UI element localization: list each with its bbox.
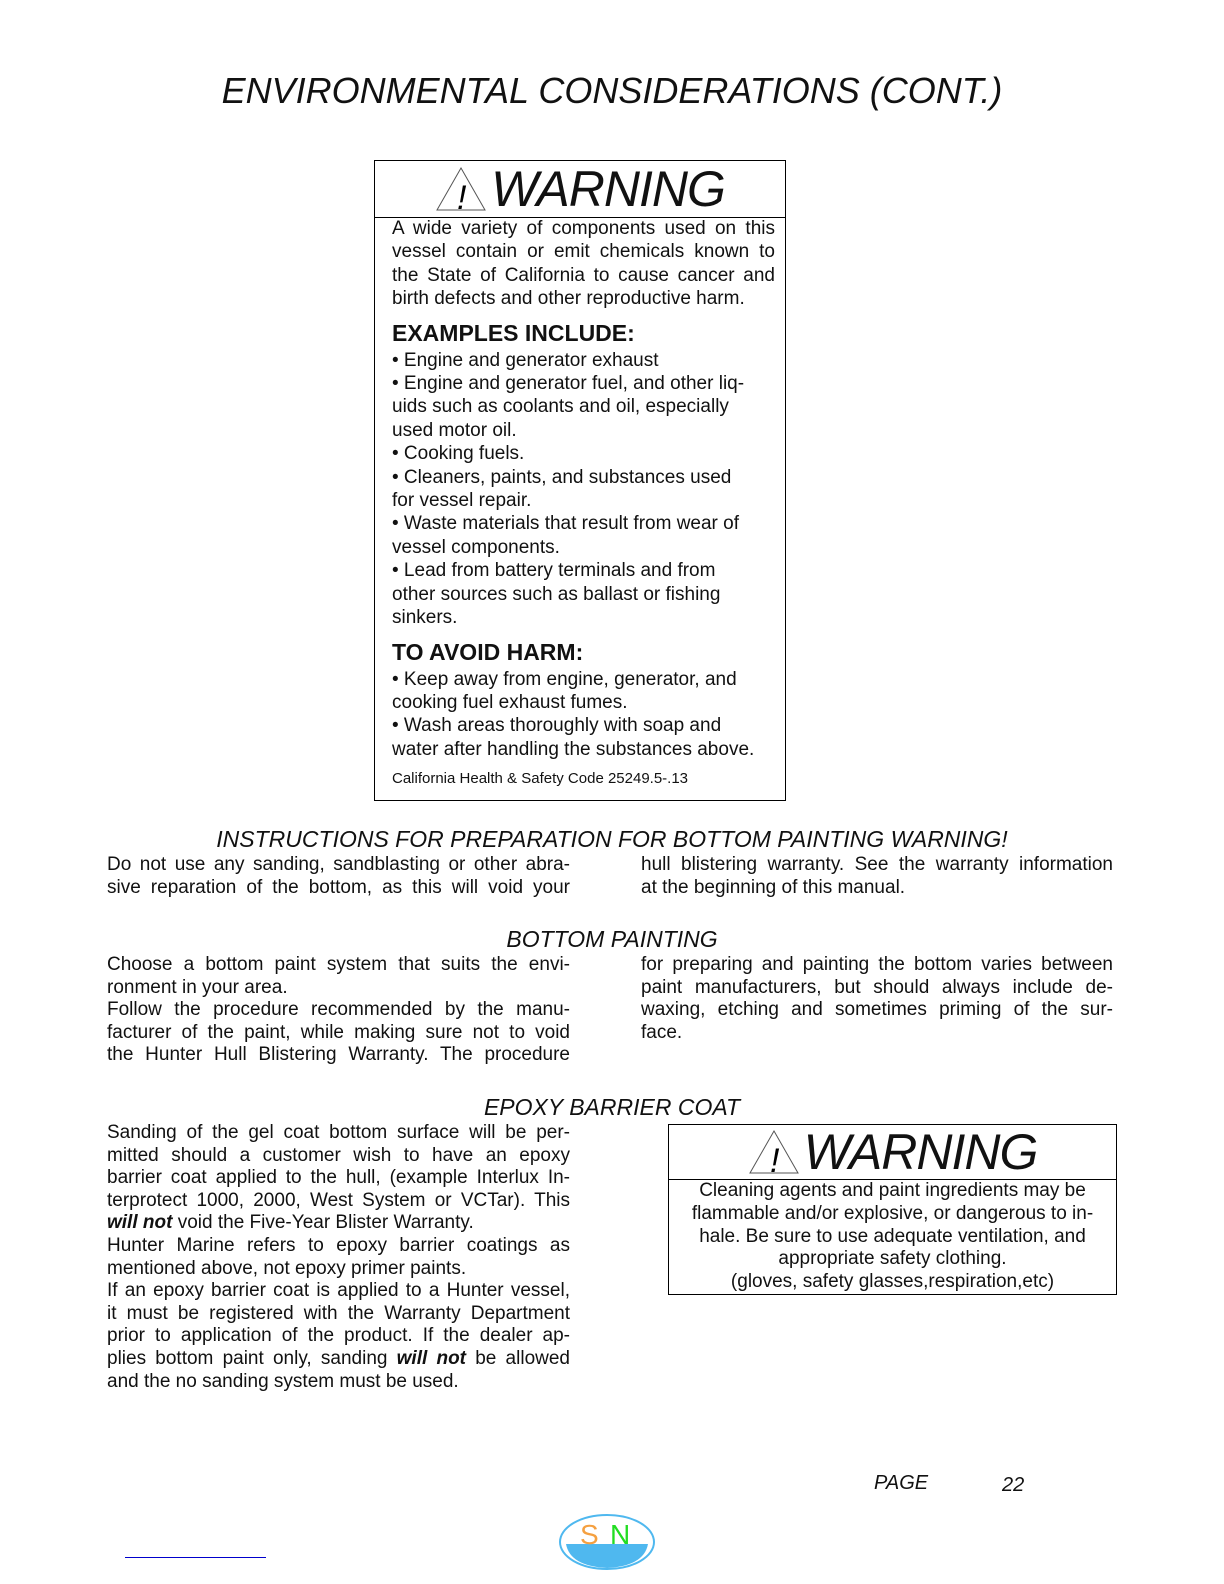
text-line: • Engine and generator exhaust [392, 349, 659, 371]
text-line: sive reparation of the bottom, as this will void your [107, 876, 570, 898]
text-line: Sanding of the gel coat bottom surface will be per- [107, 1122, 570, 1143]
cleaning-warning-box [668, 1124, 1117, 1295]
page-title: ENVIRONMENTAL CONSIDERATIONS (CONT.) [221, 70, 1003, 111]
text-line: A wide variety of components used on this [392, 218, 775, 239]
text-line: birth defects and other reproductive harm. [392, 288, 745, 310]
warning-header [669, 1125, 1116, 1180]
text-line: • Cooking fuels. [392, 443, 525, 465]
svg-text:S: S [580, 1519, 599, 1550]
page-number: 22 [1002, 1474, 1025, 1496]
text-line: • Engine and generator fuel, and other liq- [392, 373, 745, 395]
bottom-painting-heading: BOTTOM PAINTING [506, 926, 718, 952]
text-line: plies bottom paint only, sanding will not be allowed [107, 1347, 570, 1369]
text-line: Do not use any sanding, sandblasting or other abra- [107, 854, 570, 875]
text-line: appropriate safety clothing. [778, 1248, 1007, 1270]
warning-header [375, 161, 785, 218]
svg-text:!: ! [769, 1142, 780, 1175]
text-line: at the beginning of this manual. [641, 876, 906, 898]
text-line: • Waste materials that result from wear of [392, 513, 740, 535]
examples-list [392, 349, 775, 630]
text-line: for vessel repair. [392, 490, 532, 512]
text-line: and the no sanding system must be used. [107, 1370, 459, 1392]
text-line: ronment in your area. [107, 976, 288, 998]
text-line: (gloves, safety glasses,respiration,etc) [730, 1271, 1055, 1293]
emphasis-text: will not [107, 1212, 173, 1234]
text-line: mentioned above, not epoxy primer paints. [107, 1257, 467, 1279]
avoid-list [392, 668, 775, 762]
text-line: sinkers. [392, 607, 458, 629]
warning-label: WARNING [491, 161, 725, 217]
epoxy-heading: EPOXY BARRIER COAT [483, 1094, 741, 1120]
bottom-painting-right-column [641, 954, 1113, 1044]
text-line: terprotect 1000, 2000, West System or VCTar). This [107, 1189, 570, 1211]
text-line: face. [641, 1021, 683, 1043]
text-line: the State of California to cause cancer and [392, 264, 775, 286]
text-line: will not void the Five-Year Blister Warranty. [107, 1212, 474, 1234]
instructions-heading: INSTRUCTIONS FOR PREPARATION FOR BOTTOM PAINTING WARNING! [216, 826, 1008, 852]
emphasis-text: will not [396, 1347, 467, 1369]
warning-intro [392, 217, 775, 311]
text-line: • Cleaners, paints, and substances used [392, 466, 732, 488]
text-line: for preparing and painting the bottom varies between [641, 954, 1113, 975]
warning-body [392, 217, 775, 791]
text-line: Hunter Marine refers to epoxy barrier coatings as [107, 1234, 570, 1256]
text-line: hale. Be sure to use adequate ventilation, and [699, 1225, 1086, 1247]
text-line: mitted should a customer wish to have an epoxy [107, 1144, 570, 1166]
text-line: facturer of the paint, while making sure not to void [107, 1021, 570, 1043]
bottom-painting-left-column [107, 954, 570, 1067]
page-label: PAGE [874, 1472, 929, 1494]
text-line: If an epoxy barrier coat is applied to a Hunter vessel, [107, 1280, 570, 1302]
svg-text:!: ! [457, 179, 467, 212]
text-line: • Wash areas thoroughly with soap and [392, 715, 722, 737]
text-line: • Lead from battery terminals and from [392, 560, 716, 582]
text-line: paint manufacturers, but should always include de- [641, 976, 1113, 998]
text-line: Follow the procedure recommended by the manu- [107, 999, 570, 1021]
warning-body [673, 1180, 1112, 1294]
instructions-left-column [107, 854, 570, 899]
text-line: other sources such as ballast or fishing [392, 583, 721, 605]
sn-logo [558, 1512, 656, 1570]
text-line: vessel components. [392, 536, 560, 558]
text-line: Choose a bottom paint system that suits the envi- [107, 954, 570, 975]
footer-link-line[interactable] [125, 1557, 266, 1558]
epoxy-left-column [107, 1122, 570, 1393]
examples-heading: EXAMPLES INCLUDE: [392, 319, 635, 346]
text-line: prior to application of the product. If the dealer ap- [107, 1325, 570, 1347]
text-line: barrier coat applied to the hull, (example Interlux In- [107, 1167, 570, 1189]
text-line: waxing, etching and sometimes priming of the sur- [641, 999, 1113, 1021]
text-line: it must be registered with the Warranty Department [107, 1302, 570, 1324]
text-line: Cleaning agents and paint ingredients may be [699, 1180, 1086, 1201]
text-line: cooking fuel exhaust fumes. [392, 691, 628, 713]
code-reference: California Health & Safety Code 25249.5-.13 [392, 770, 689, 788]
warning-triangle-icon [435, 166, 487, 212]
warning-triangle-icon [748, 1129, 800, 1175]
instructions-right-column [641, 854, 1113, 899]
text-line: used motor oil. [392, 419, 517, 441]
text-line: uids such as coolants and oil, especially [392, 396, 729, 418]
text-line: flammable and/or explosive, or dangerous to in- [691, 1202, 1094, 1224]
text-line: hull blistering warranty. See the warranty information [641, 854, 1113, 875]
svg-text:N: N [610, 1519, 631, 1550]
avoid-heading: TO AVOID HARM: [392, 638, 584, 665]
text-line: the Hunter Hull Blistering Warranty. The procedure [107, 1044, 570, 1066]
text-line: vessel contain or emit chemicals known to [392, 241, 775, 263]
text-line: water after handling the substances above. [392, 738, 755, 760]
text-line: • Keep away from engine, generator, and [392, 668, 737, 690]
warning-label: WARNING [803, 1124, 1038, 1180]
prop65-warning-box [374, 160, 786, 801]
